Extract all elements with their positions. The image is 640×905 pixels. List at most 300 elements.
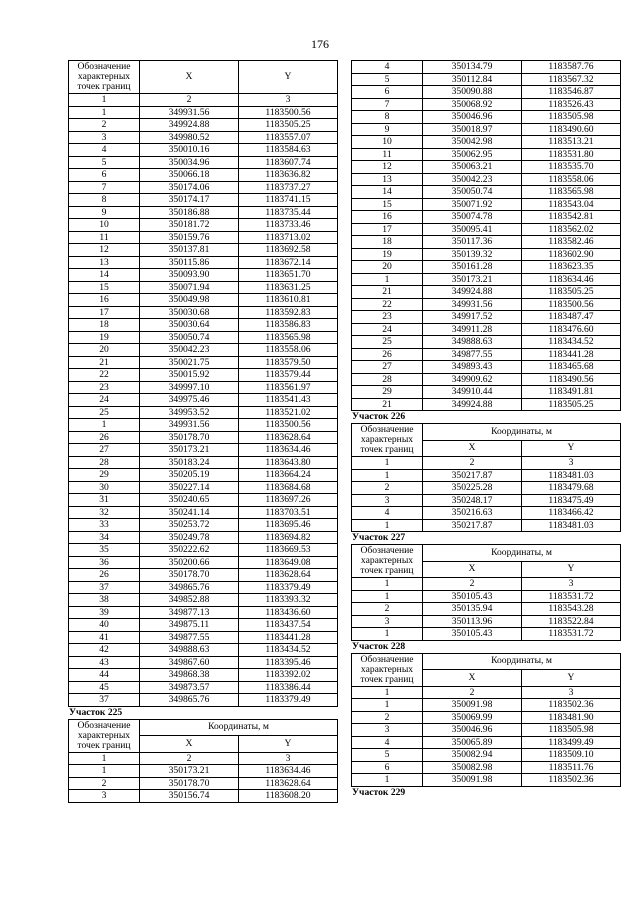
point-number-cell: 8: [352, 111, 423, 124]
y-coordinate-cell: 1183631.25: [239, 281, 338, 294]
x-coordinate-cell: 350015.92: [140, 369, 239, 382]
x-coordinate-cell: 349875.11: [140, 619, 239, 632]
x-header: X: [423, 561, 522, 578]
table-row: [352, 590, 621, 603]
point-number-cell: 7: [352, 98, 423, 111]
point-number-cell: 4: [352, 736, 423, 749]
x-coordinate-cell: 350174.06: [140, 181, 239, 194]
table-row: [69, 606, 338, 619]
y-coordinate-cell: 1183664.24: [239, 469, 338, 482]
table-row: [352, 148, 621, 161]
y-coordinate-cell: 1183672.14: [239, 256, 338, 269]
table-row: [69, 319, 338, 332]
point-number-cell: 29: [69, 469, 140, 482]
table-row: [69, 569, 338, 582]
table-row: [69, 494, 338, 507]
point-number-cell: 26: [69, 431, 140, 444]
point-number-cell: 18: [352, 236, 423, 249]
point-number-cell: 37: [69, 581, 140, 594]
x-coordinate-cell: 349975.46: [140, 394, 239, 407]
y-coordinate-cell: 1183521.02: [239, 406, 338, 419]
point-number-cell: 2: [69, 777, 140, 790]
table-row: [69, 544, 338, 557]
table-row: [69, 531, 338, 544]
y-coordinate-cell: 1183628.64: [239, 569, 338, 582]
table-row: [69, 681, 338, 694]
y-coordinate-cell: 1183703.51: [239, 506, 338, 519]
x-coordinate-cell: 350050.74: [140, 331, 239, 344]
y-coordinate-cell: 1183546.87: [522, 86, 621, 99]
y-coordinate-cell: 1183557.07: [239, 131, 338, 144]
table-row: [352, 198, 621, 211]
point-number-cell: 26: [69, 569, 140, 582]
x-coordinate-cell: 350010.16: [140, 144, 239, 157]
y-coordinate-cell: 1183561.97: [239, 381, 338, 394]
x-coordinate-cell: 349953.52: [140, 406, 239, 419]
table-row: [69, 777, 338, 790]
point-number-cell: 1: [352, 628, 423, 641]
column-number: 3: [522, 457, 621, 470]
x-coordinate-cell: 350046.96: [423, 724, 522, 737]
point-number-cell: 12: [69, 244, 140, 257]
table-row: [69, 181, 338, 194]
section-226-title: Участок 226: [352, 411, 406, 422]
y-coordinate-cell: 1183623.35: [522, 261, 621, 274]
point-number-cell: 17: [352, 223, 423, 236]
y-coordinate-cell: 1183490.56: [522, 373, 621, 386]
y-coordinate-cell: 1183393.32: [239, 594, 338, 607]
point-number-cell: 3: [352, 494, 423, 507]
y-coordinate-cell: 1183531.72: [522, 590, 621, 603]
table-row: [352, 311, 621, 324]
table-row: [352, 123, 621, 136]
x-coordinate-cell: 349868.38: [140, 669, 239, 682]
table-row: [352, 111, 621, 124]
coordinates-header: Координаты, м: [423, 653, 621, 670]
point-number-cell: 4: [69, 144, 140, 157]
y-coordinate-cell: 1183513.21: [522, 136, 621, 149]
y-coordinate-cell: 1183386.44: [239, 681, 338, 694]
point-number-cell: 12: [352, 161, 423, 174]
x-coordinate-cell: 350050.74: [423, 186, 522, 199]
point-number-cell: 1: [352, 590, 423, 603]
x-coordinate-cell: 350137.81: [140, 244, 239, 257]
y-coordinate-cell: 1183634.46: [239, 765, 338, 778]
point-number-cell: 39: [69, 606, 140, 619]
column-number: 2: [423, 457, 522, 470]
table-row: [69, 231, 338, 244]
table-row: [69, 244, 338, 257]
table-row: [69, 594, 338, 607]
table-header-row: [352, 653, 621, 670]
table-row: [69, 469, 338, 482]
x-coordinate-cell: 349909.62: [423, 373, 522, 386]
y-coordinate-cell: 1183610.81: [239, 294, 338, 307]
table-row: [69, 169, 338, 182]
point-number-cell: 13: [69, 256, 140, 269]
table-row: [352, 61, 621, 74]
point-number-cell: 14: [352, 186, 423, 199]
table-row: [69, 306, 338, 319]
table-row: [69, 131, 338, 144]
table-row: [69, 381, 338, 394]
x-coordinate-cell: 349931.56: [140, 419, 239, 432]
y-coordinate-cell: 1183558.06: [239, 344, 338, 357]
x-coordinate-cell: 350065.89: [423, 736, 522, 749]
y-coordinate-cell: 1183502.36: [522, 774, 621, 787]
y-coordinate-cell: 1183692.58: [239, 244, 338, 257]
x-coordinate-cell: 350112.84: [423, 73, 522, 86]
table-row: [352, 336, 621, 349]
table-row: [352, 211, 621, 224]
table-row: [352, 236, 621, 249]
point-number-cell: 15: [352, 198, 423, 211]
column-number-row: [69, 752, 338, 765]
table-row: [69, 506, 338, 519]
point-number-cell: 14: [69, 269, 140, 282]
y-header: Y: [239, 61, 338, 94]
x-coordinate-cell: 350034.96: [140, 156, 239, 169]
x-coordinate-cell: 350178.70: [140, 431, 239, 444]
y-coordinate-cell: 1183499.49: [522, 736, 621, 749]
table-row: [352, 373, 621, 386]
y-coordinate-cell: 1183500.56: [522, 298, 621, 311]
designation-header: Обозначение характерных точек границ: [69, 719, 140, 752]
point-number-cell: 1: [69, 765, 140, 778]
x-coordinate-cell: 350134.79: [423, 61, 522, 74]
x-coordinate-cell: 350248.17: [423, 494, 522, 507]
column-number: 1: [352, 578, 423, 591]
x-coordinate-cell: 349980.52: [140, 131, 239, 144]
y-coordinate-cell: 1183379.49: [239, 694, 338, 707]
table-row: [69, 631, 338, 644]
x-coordinate-cell: 350178.70: [140, 777, 239, 790]
column-number: 1: [352, 457, 423, 470]
coordinates-table-228: [351, 653, 621, 787]
x-coordinate-cell: 350117.36: [423, 236, 522, 249]
x-coordinate-cell: 350042.23: [423, 173, 522, 186]
point-number-cell: 9: [352, 123, 423, 136]
point-number-cell: 11: [352, 148, 423, 161]
point-number-cell: 1: [352, 519, 423, 532]
x-coordinate-cell: 350159.76: [140, 231, 239, 244]
point-number-cell: 38: [69, 594, 140, 607]
point-number-cell: 9: [69, 206, 140, 219]
table-row: [352, 161, 621, 174]
table-row: [69, 419, 338, 432]
y-header: Y: [239, 736, 338, 753]
table-row: [69, 619, 338, 632]
y-coordinate-cell: 1183669.53: [239, 544, 338, 557]
point-number-cell: 19: [69, 331, 140, 344]
table-header-row: [69, 61, 338, 94]
y-coordinate-cell: 1183695.46: [239, 519, 338, 532]
y-coordinate-cell: 1183476.60: [522, 323, 621, 336]
point-number-cell: 18: [69, 319, 140, 332]
x-coordinate-cell: 350186.88: [140, 206, 239, 219]
x-coordinate-cell: 350042.98: [423, 136, 522, 149]
table-row: [352, 761, 621, 774]
table-row: [69, 444, 338, 457]
coordinates-table-continued: [68, 60, 338, 707]
table-row: [352, 298, 621, 311]
table-row: [352, 173, 621, 186]
y-coordinate-cell: 1183558.06: [522, 173, 621, 186]
y-coordinate-cell: 1183500.56: [239, 106, 338, 119]
table-row: [69, 456, 338, 469]
y-coordinate-cell: 1183395.46: [239, 656, 338, 669]
y-coordinate-cell: 1183511.76: [522, 761, 621, 774]
y-coordinate-cell: 1183441.28: [522, 348, 621, 361]
y-coordinate-cell: 1183649.08: [239, 556, 338, 569]
y-coordinate-cell: 1183602.90: [522, 248, 621, 261]
point-number-cell: 21: [352, 398, 423, 411]
table-row: [352, 724, 621, 737]
table-row: [69, 294, 338, 307]
point-number-cell: 2: [352, 711, 423, 724]
x-coordinate-cell: 349924.88: [140, 119, 239, 132]
point-number-cell: 16: [352, 211, 423, 224]
table-row: [69, 344, 338, 357]
y-coordinate-cell: 1183505.25: [522, 286, 621, 299]
x-coordinate-cell: 350183.24: [140, 456, 239, 469]
table-header-row: [352, 545, 621, 562]
table-row: [352, 273, 621, 286]
point-number-cell: 1: [352, 469, 423, 482]
table-row: [352, 603, 621, 616]
x-coordinate-cell: 350042.23: [140, 344, 239, 357]
table-row: [352, 286, 621, 299]
y-coordinate-cell: 1183434.52: [522, 336, 621, 349]
x-coordinate-cell: 350216.63: [423, 507, 522, 520]
table-row: [352, 86, 621, 99]
x-coordinate-cell: 350205.19: [140, 469, 239, 482]
left-column: [68, 60, 338, 803]
x-coordinate-cell: 350115.86: [140, 256, 239, 269]
x-coordinate-cell: 350068.92: [423, 98, 522, 111]
section-228-title: Участок 228: [352, 640, 406, 652]
x-header: X: [423, 670, 522, 687]
point-number-cell: 10: [69, 219, 140, 232]
x-coordinate-cell: 349931.56: [423, 298, 522, 311]
x-coordinate-cell: 350030.64: [140, 319, 239, 332]
x-coordinate-cell: 350071.92: [423, 198, 522, 211]
x-coordinate-cell: 349924.88: [423, 398, 522, 411]
table-row: [352, 248, 621, 261]
table-row: [352, 98, 621, 111]
y-coordinate-cell: 1183628.64: [239, 777, 338, 790]
point-number-cell: 29: [352, 386, 423, 399]
x-coordinate-cell: 350241.14: [140, 506, 239, 519]
y-coordinate-cell: 1183565.98: [522, 186, 621, 199]
table-row: [69, 481, 338, 494]
x-header: X: [423, 440, 522, 457]
point-number-cell: 1: [352, 273, 423, 286]
x-coordinate-cell: 349852.88: [140, 594, 239, 607]
x-coordinate-cell: 350071.94: [140, 281, 239, 294]
y-coordinate-cell: 1183713.02: [239, 231, 338, 244]
point-number-cell: 28: [352, 373, 423, 386]
x-coordinate-cell: 349888.63: [140, 644, 239, 657]
point-number-cell: 11: [69, 231, 140, 244]
y-coordinate-cell: 1183541.43: [239, 394, 338, 407]
section-227-title: Участок 227: [352, 532, 406, 543]
x-coordinate-cell: 350062.95: [423, 148, 522, 161]
y-coordinate-cell: 1183737.27: [239, 181, 338, 194]
table-row: [69, 194, 338, 207]
point-number-cell: 10: [352, 136, 423, 149]
x-coordinate-cell: 349877.13: [140, 606, 239, 619]
y-coordinate-cell: 1183584.63: [239, 144, 338, 157]
x-coordinate-cell: 350161.28: [423, 261, 522, 274]
x-coordinate-cell: 349877.55: [423, 348, 522, 361]
point-number-cell: 3: [352, 724, 423, 737]
point-number-cell: 31: [69, 494, 140, 507]
x-coordinate-cell: 350030.68: [140, 306, 239, 319]
y-header: Y: [522, 561, 621, 578]
point-number-cell: 2: [352, 603, 423, 616]
table-row: [352, 348, 621, 361]
column-number: 2: [140, 752, 239, 765]
coordinates-table-227: [351, 544, 621, 641]
table-header-row: [69, 719, 338, 736]
designation-header: Обозначение характерных точек границ: [352, 545, 423, 578]
x-coordinate-cell: 349865.76: [140, 694, 239, 707]
column-number-row: [352, 686, 621, 699]
point-number-cell: 7: [69, 181, 140, 194]
point-number-cell: 8: [69, 194, 140, 207]
point-number-cell: 24: [69, 394, 140, 407]
table-row: [352, 398, 621, 411]
x-coordinate-cell: 350082.94: [423, 749, 522, 762]
x-coordinate-cell: 350093.90: [140, 269, 239, 282]
point-number-cell: 43: [69, 656, 140, 669]
point-number-cell: 21: [352, 286, 423, 299]
y-coordinate-cell: 1183587.76: [522, 61, 621, 74]
table-row: [69, 206, 338, 219]
table-row: [69, 369, 338, 382]
table-row: [352, 223, 621, 236]
x-coordinate-cell: 350253.72: [140, 519, 239, 532]
table-row: [69, 519, 338, 532]
table-row: [352, 482, 621, 495]
y-coordinate-cell: 1183479.68: [522, 482, 621, 495]
y-coordinate-cell: 1183522.84: [522, 615, 621, 628]
designation-header: Обозначение характерных точек границ: [352, 653, 423, 686]
table-row: [352, 615, 621, 628]
table-row: [352, 136, 621, 149]
table-row: [69, 694, 338, 707]
point-number-cell: 5: [352, 73, 423, 86]
x-coordinate-cell: 350049.98: [140, 294, 239, 307]
y-coordinate-cell: 1183531.72: [522, 628, 621, 641]
table-row: [69, 406, 338, 419]
point-number-cell: 41: [69, 631, 140, 644]
table-row: [69, 219, 338, 232]
x-coordinate-cell: 350173.21: [140, 765, 239, 778]
table-row: [352, 361, 621, 374]
table-row: [69, 269, 338, 282]
x-coordinate-cell: 349911.28: [423, 323, 522, 336]
y-header: Y: [522, 440, 621, 457]
x-coordinate-cell: 350178.70: [140, 569, 239, 582]
coordinates-header: Координаты, м: [423, 545, 621, 562]
point-number-cell: 21: [69, 356, 140, 369]
y-coordinate-cell: 1183582.46: [522, 236, 621, 249]
designation-header: Обозначение характерных точек границ: [352, 424, 423, 457]
point-number-cell: 30: [69, 481, 140, 494]
column-number: 3: [522, 578, 621, 591]
column-number: 1: [352, 686, 423, 699]
x-coordinate-cell: 350066.18: [140, 169, 239, 182]
coordinates-table-225-continued: [351, 60, 621, 411]
point-number-cell: 37: [69, 694, 140, 707]
y-coordinate-cell: 1183491.81: [522, 386, 621, 399]
point-number-cell: 35: [69, 544, 140, 557]
x-coordinate-cell: 350217.87: [423, 469, 522, 482]
point-number-cell: 2: [352, 482, 423, 495]
x-coordinate-cell: 350018.97: [423, 123, 522, 136]
y-coordinate-cell: 1183586.83: [239, 319, 338, 332]
point-number-cell: 27: [69, 444, 140, 457]
point-number-cell: 16: [69, 294, 140, 307]
table-row: [69, 669, 338, 682]
point-number-cell: 6: [352, 86, 423, 99]
y-coordinate-cell: 1183481.03: [522, 519, 621, 532]
x-coordinate-cell: 350173.21: [423, 273, 522, 286]
x-coordinate-cell: 349877.55: [140, 631, 239, 644]
y-coordinate-cell: 1183684.68: [239, 481, 338, 494]
y-coordinate-cell: 1183502.36: [522, 699, 621, 712]
table-row: [69, 106, 338, 119]
column-number: 3: [239, 752, 338, 765]
y-header: Y: [522, 670, 621, 687]
point-number-cell: 22: [69, 369, 140, 382]
column-number: 3: [239, 94, 338, 107]
point-number-cell: 3: [69, 131, 140, 144]
designation-header: Обозначение характерных точек границ: [69, 61, 140, 94]
table-row: [69, 356, 338, 369]
x-coordinate-cell: 350105.43: [423, 628, 522, 641]
x-coordinate-cell: 350095.41: [423, 223, 522, 236]
y-coordinate-cell: 1183490.60: [522, 123, 621, 136]
y-coordinate-cell: 1183608.20: [239, 790, 338, 803]
y-coordinate-cell: 1183697.26: [239, 494, 338, 507]
point-number-cell: 1: [352, 774, 423, 787]
point-number-cell: 17: [69, 306, 140, 319]
table-row: [69, 556, 338, 569]
y-coordinate-cell: 1183592.83: [239, 306, 338, 319]
y-coordinate-cell: 1183733.46: [239, 219, 338, 232]
point-number-cell: 2: [69, 119, 140, 132]
y-coordinate-cell: 1183634.46: [239, 444, 338, 457]
y-coordinate-cell: 1183531.80: [522, 148, 621, 161]
table-row: [69, 431, 338, 444]
point-number-cell: 36: [69, 556, 140, 569]
coordinates-header: Координаты, м: [423, 424, 621, 441]
table-row: [352, 736, 621, 749]
table-row: [69, 331, 338, 344]
x-coordinate-cell: 349917.52: [423, 311, 522, 324]
x-coordinate-cell: 349873.57: [140, 681, 239, 694]
right-column: [351, 60, 621, 799]
x-coordinate-cell: 350156.74: [140, 790, 239, 803]
point-number-cell: 28: [69, 456, 140, 469]
point-number-cell: 23: [352, 311, 423, 324]
x-coordinate-cell: 349997.10: [140, 381, 239, 394]
x-coordinate-cell: 350082.98: [423, 761, 522, 774]
point-number-cell: 5: [352, 749, 423, 762]
